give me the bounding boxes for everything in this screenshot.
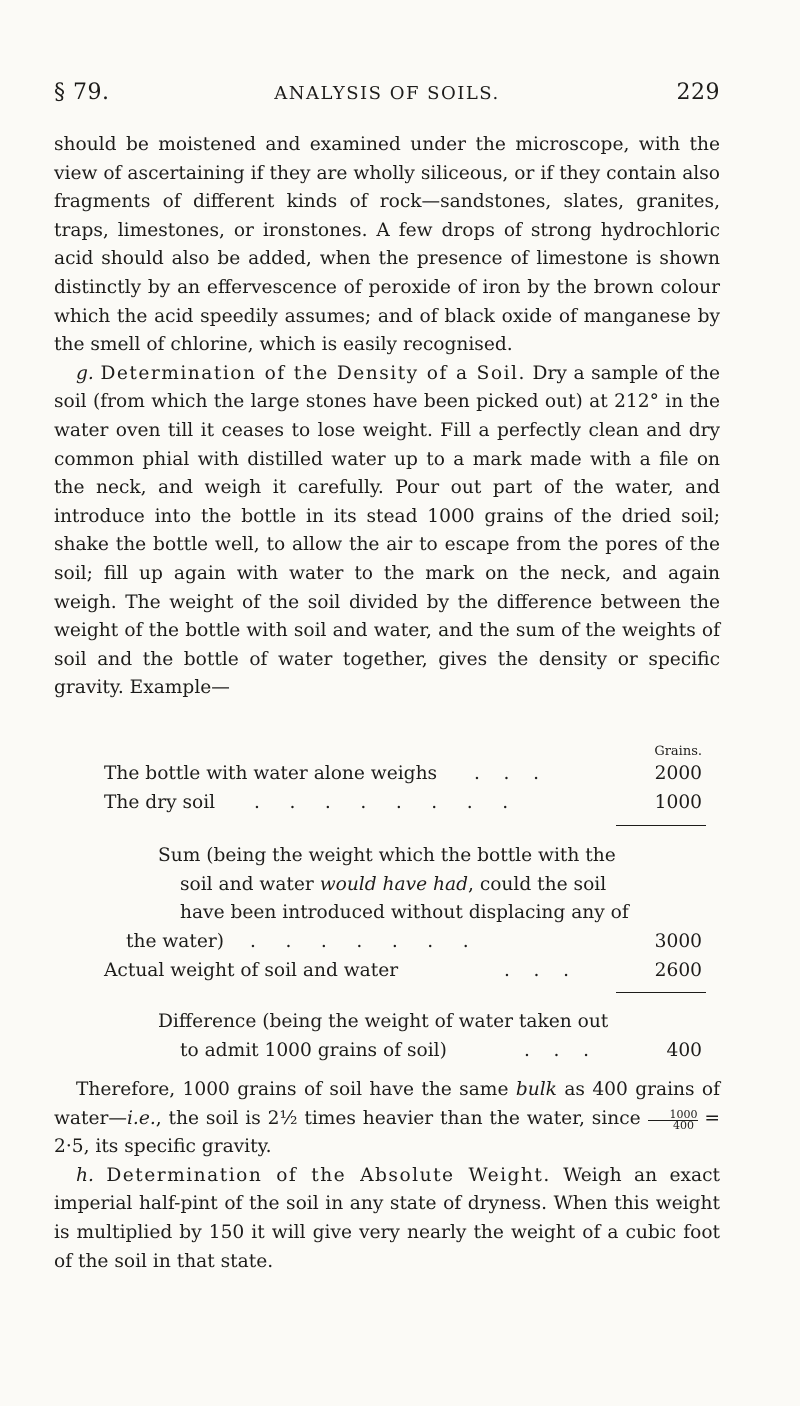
h-heading: Determination of the Absolute Weight. bbox=[106, 1164, 551, 1186]
g-letter: g. bbox=[76, 362, 94, 384]
g-heading: Determination of the Density of a Soil. bbox=[100, 362, 526, 384]
table-row bbox=[54, 957, 720, 986]
sum-rule bbox=[616, 825, 706, 826]
leader-dots: . . . bbox=[524, 1040, 590, 1061]
row-label: Actual weight of soil and water bbox=[104, 960, 399, 981]
units-label: Grains. bbox=[654, 744, 702, 759]
row-value: 1000 bbox=[654, 792, 702, 813]
g-text: Dry a sample of the soil (from which the large stones have been picked out) at 212° in the water oven till it ceases to lose weight. Fill a perfectly clean and dry common phial with distilled water up to a mark made with a file on the neck, and weigh it carefully. Pour out part of the water, and introduce into the bottle in its stead 1000 grains of the dried soil; shake the bottle well, to allow the air to escape from the pores of the soil; fill up again with water to the mark on the neck, and again weigh. The weight of the soil divided by the difference between the weight of the bottle with soil and water, and the sum of the weights of soil and the bottle of water together, gives the density or specific gravity. Example— bbox=[54, 362, 720, 699]
paragraph-h bbox=[54, 1162, 720, 1276]
table-row bbox=[54, 928, 720, 957]
row-value: 400 bbox=[666, 1040, 702, 1061]
page-number: 229 bbox=[676, 80, 720, 105]
section-number: § 79. bbox=[54, 80, 110, 105]
row-value: 3000 bbox=[654, 931, 702, 952]
row-value: 2600 bbox=[654, 960, 702, 981]
row-value: 2000 bbox=[654, 763, 702, 784]
fraction: $\frac{1000}{400}$ bbox=[648, 1110, 698, 1131]
paragraph-g bbox=[54, 360, 720, 703]
row-label: The bottle with water alone weighs bbox=[104, 763, 438, 784]
main-text bbox=[54, 131, 720, 703]
h-text: Weigh an exact imperial half-pint of the soil in any state of dryness. When this weight is multiplied by 150 it will give very nearly the weight of a cubic foot of the soil in that state. bbox=[54, 1164, 720, 1272]
difference-label: Difference (being the weight of water taken out bbox=[158, 1011, 609, 1032]
row-label: The dry soil bbox=[104, 792, 216, 813]
conclusion-text bbox=[54, 1076, 720, 1276]
leader-dots: . . . . . . . bbox=[250, 931, 469, 952]
leader-dots: . . . . . . . . bbox=[254, 792, 509, 813]
paragraph-conclusion: Therefore, 1000 grains of soil have the same bulk as 400 grains of water—i.e., the soil is 2½ times heavier than the water, since $\frac{1000}{400}$ = 2·5, its specific gravity. bbox=[54, 1079, 720, 1158]
leader-dots: . . . bbox=[474, 763, 540, 784]
table-row bbox=[54, 789, 720, 818]
table-row bbox=[54, 760, 720, 789]
leader-dots: . . . bbox=[504, 960, 570, 981]
running-title: ANALYSIS OF SOILS. bbox=[274, 83, 500, 104]
page-header bbox=[54, 80, 720, 110]
row-label: the water) bbox=[126, 931, 224, 952]
table-row bbox=[54, 1037, 720, 1066]
difference-rule bbox=[616, 992, 706, 993]
sum-label: Sum (being the weight which the bottle with the soil and water would have had, could the soil have been introduced without displacing any of bbox=[158, 845, 629, 924]
row-label: to admit 1000 grains of soil) bbox=[180, 1040, 447, 1061]
h-letter: h. bbox=[76, 1164, 94, 1186]
paragraph-continued: should be moistened and examined under the microscope, with the view of ascertaining if they are wholly siliceous, or if they contain also fragments of different kinds of rock—sandstones, slates, granites, traps, limestones, or ironstones. A few drops of strong hydrochloric acid should also be added, when the presence of limestone is shown distinctly by an effervescence of peroxide of iron by the brown colour which the acid speedily assumes; and of black oxide of manganese by the smell of chlorine, which is easily recognised. bbox=[54, 134, 720, 356]
